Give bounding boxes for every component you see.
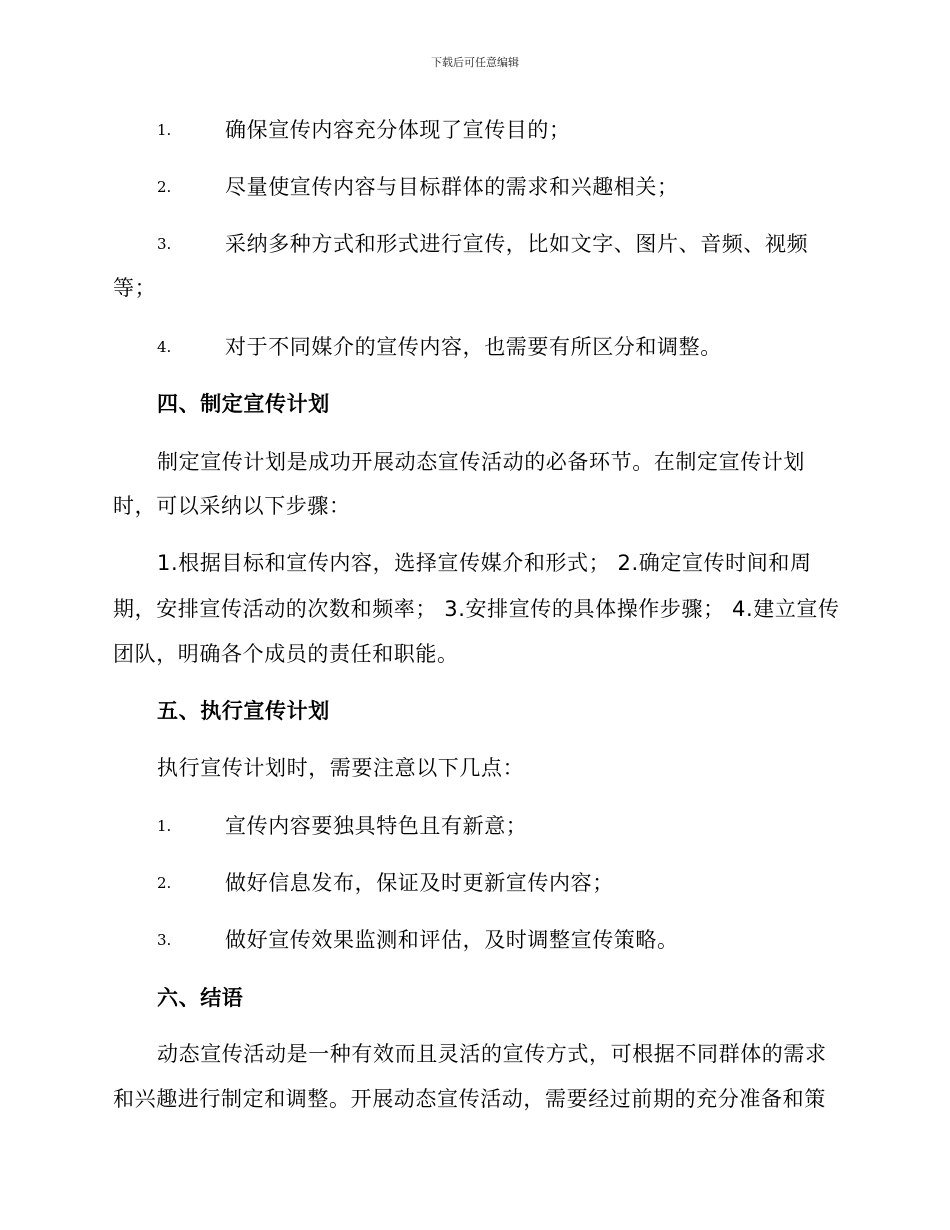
- section-heading-conclusion: 六、结语: [157, 986, 244, 1010]
- paragraph-line: 时，可以采纳以下步骤：: [113, 494, 351, 518]
- list-item-number: 1.: [157, 817, 172, 835]
- page-header-note: 下载后可任意编辑: [431, 56, 519, 69]
- section-heading-execute: 五、执行宣传计划: [157, 699, 330, 723]
- list-item-number: 2.: [157, 178, 172, 196]
- list-item-text: 对于不同媒介的宣传内容，也需要有所区分和调整。: [225, 335, 722, 359]
- paragraph-line: 期，安排宣传活动的次数和频率； 3.安排宣传的具体操作步骤； 4.建立宣传: [113, 597, 840, 621]
- paragraph-line: 执行宣传计划时，需要注意以下几点：: [157, 756, 525, 780]
- paragraph-line: 和兴趣进行制定和调整。开展动态宣传活动，需要经过前期的充分准备和策: [113, 1087, 826, 1111]
- list-item-number: 2.: [157, 874, 172, 892]
- list-item-number: 1.: [157, 121, 172, 139]
- list-item-text: 采纳多种方式和形式进行宣传，比如文字、图片、音频、视频: [225, 232, 809, 256]
- list-item-text: 做好信息发布，保证及时更新宣传内容；: [225, 871, 614, 895]
- paragraph-line: 1.根据目标和宣传内容，选择宣传媒介和形式； 2.确定宣传时间和周: [157, 551, 812, 575]
- list-item-text: 尽量使宣传内容与目标群体的需求和兴趣相关；: [225, 175, 679, 199]
- paragraph-line: 团队，明确各个成员的责任和职能。: [113, 642, 459, 666]
- list-item-number: 3.: [157, 235, 172, 253]
- list-item-text: 宣传内容要独具特色且有新意；: [225, 814, 528, 838]
- list-item-number: 3.: [157, 931, 172, 949]
- paragraph-line: 动态宣传活动是一种有效而且灵活的宣传方式，可根据不同群体的需求: [157, 1042, 827, 1066]
- section-heading-plan: 四、制定宣传计划: [157, 392, 330, 416]
- list-item-text-continuation: 等；: [113, 276, 157, 300]
- list-item-text: 确保宣传内容充分体现了宣传目的；: [225, 118, 571, 142]
- list-item-number: 4.: [157, 338, 172, 356]
- paragraph-line: 制定宣传计划是成功开展动态宣传活动的必备环节。在制定宣传计划: [157, 450, 805, 474]
- list-item-text: 做好宣传效果监测和评估，及时调整宣传策略。: [225, 928, 679, 952]
